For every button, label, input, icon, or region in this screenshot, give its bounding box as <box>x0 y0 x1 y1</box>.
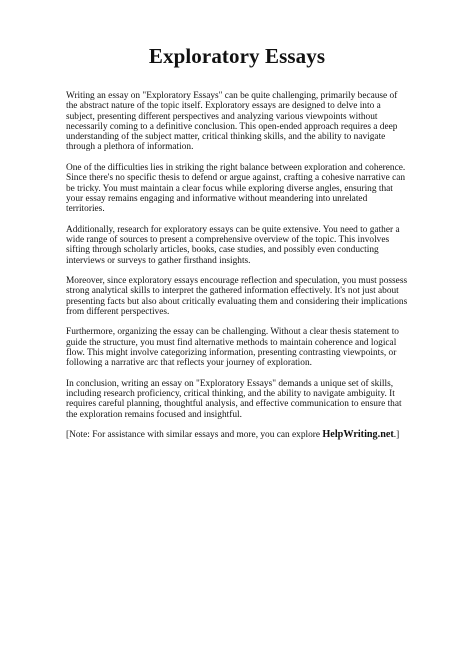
document-title: Exploratory Essays <box>148 44 326 68</box>
paragraph-analysis: Moreover, since exploratory essays encourage reflection and speculation, you must possess strong analytical skills to interpret the gathered information effectively. It's not just about presenting facts but also about critically evaluating them and considering their implications from different perspectives. <box>66 276 408 317</box>
paragraph-conclusion: In conclusion, writing an essay on "Exploratory Essays" demands a unique set of skills, including research proficiency, critical thinking, and the ability to navigate ambiguity. It requires careful planning, thoughtful analysis, and effective communication to ensure that the exploration remains focused and insightful. <box>66 378 402 420</box>
paragraph-research: Additionally, research for exploratory essays can be quite extensive. You need to gather a wide range of sources to present a comprehensive overview of the topic. This involves sifting through scholarly articles, books, case studies, and possibly even conducting interviews or surveys to gather firsthand insights. <box>66 224 400 266</box>
note-suffix: .] <box>393 430 400 441</box>
note-prefix: [Note: For assistance with similar essays and more, you can explore <box>66 430 323 441</box>
paragraph-organization: Furthermore, organizing the essay can be challenging. Without a clear thesis statement to guide the structure, you must find alternative methods to maintain coherence and logical flow. This might involve categorizing information, presenting contrasting viewpoints, or following a narrative arc that reflects your journey of exploration. <box>66 327 399 369</box>
paragraph-difficulties: One of the difficulties lies in striking the right balance between exploration and coherence. Since there's no specific thesis to defend or argue against, crafting a cohesive narrative can be tricky. You must maintain a clear focus while exploring diverse angles, ensuring that your essay remains engaging and informative without meandering into unrelated territories. <box>66 162 406 215</box>
assistance-note <box>66 430 408 440</box>
paragraph-intro: Writing an essay on "Exploratory Essays" can be quite challenging, primarily because of the abstract nature of the topic itself. Exploratory essays are designed to delve into a subject, presenting different perspectives and analyzing various viewpoints without necessarily coming to a definitive conclusion. This open-ended approach requires a deep understanding of the subject matter, critical thinking skills, and the ability to navigate through a plethora of information. <box>66 91 398 153</box>
helpwriting-link[interactable]: HelpWriting.net <box>322 429 394 441</box>
